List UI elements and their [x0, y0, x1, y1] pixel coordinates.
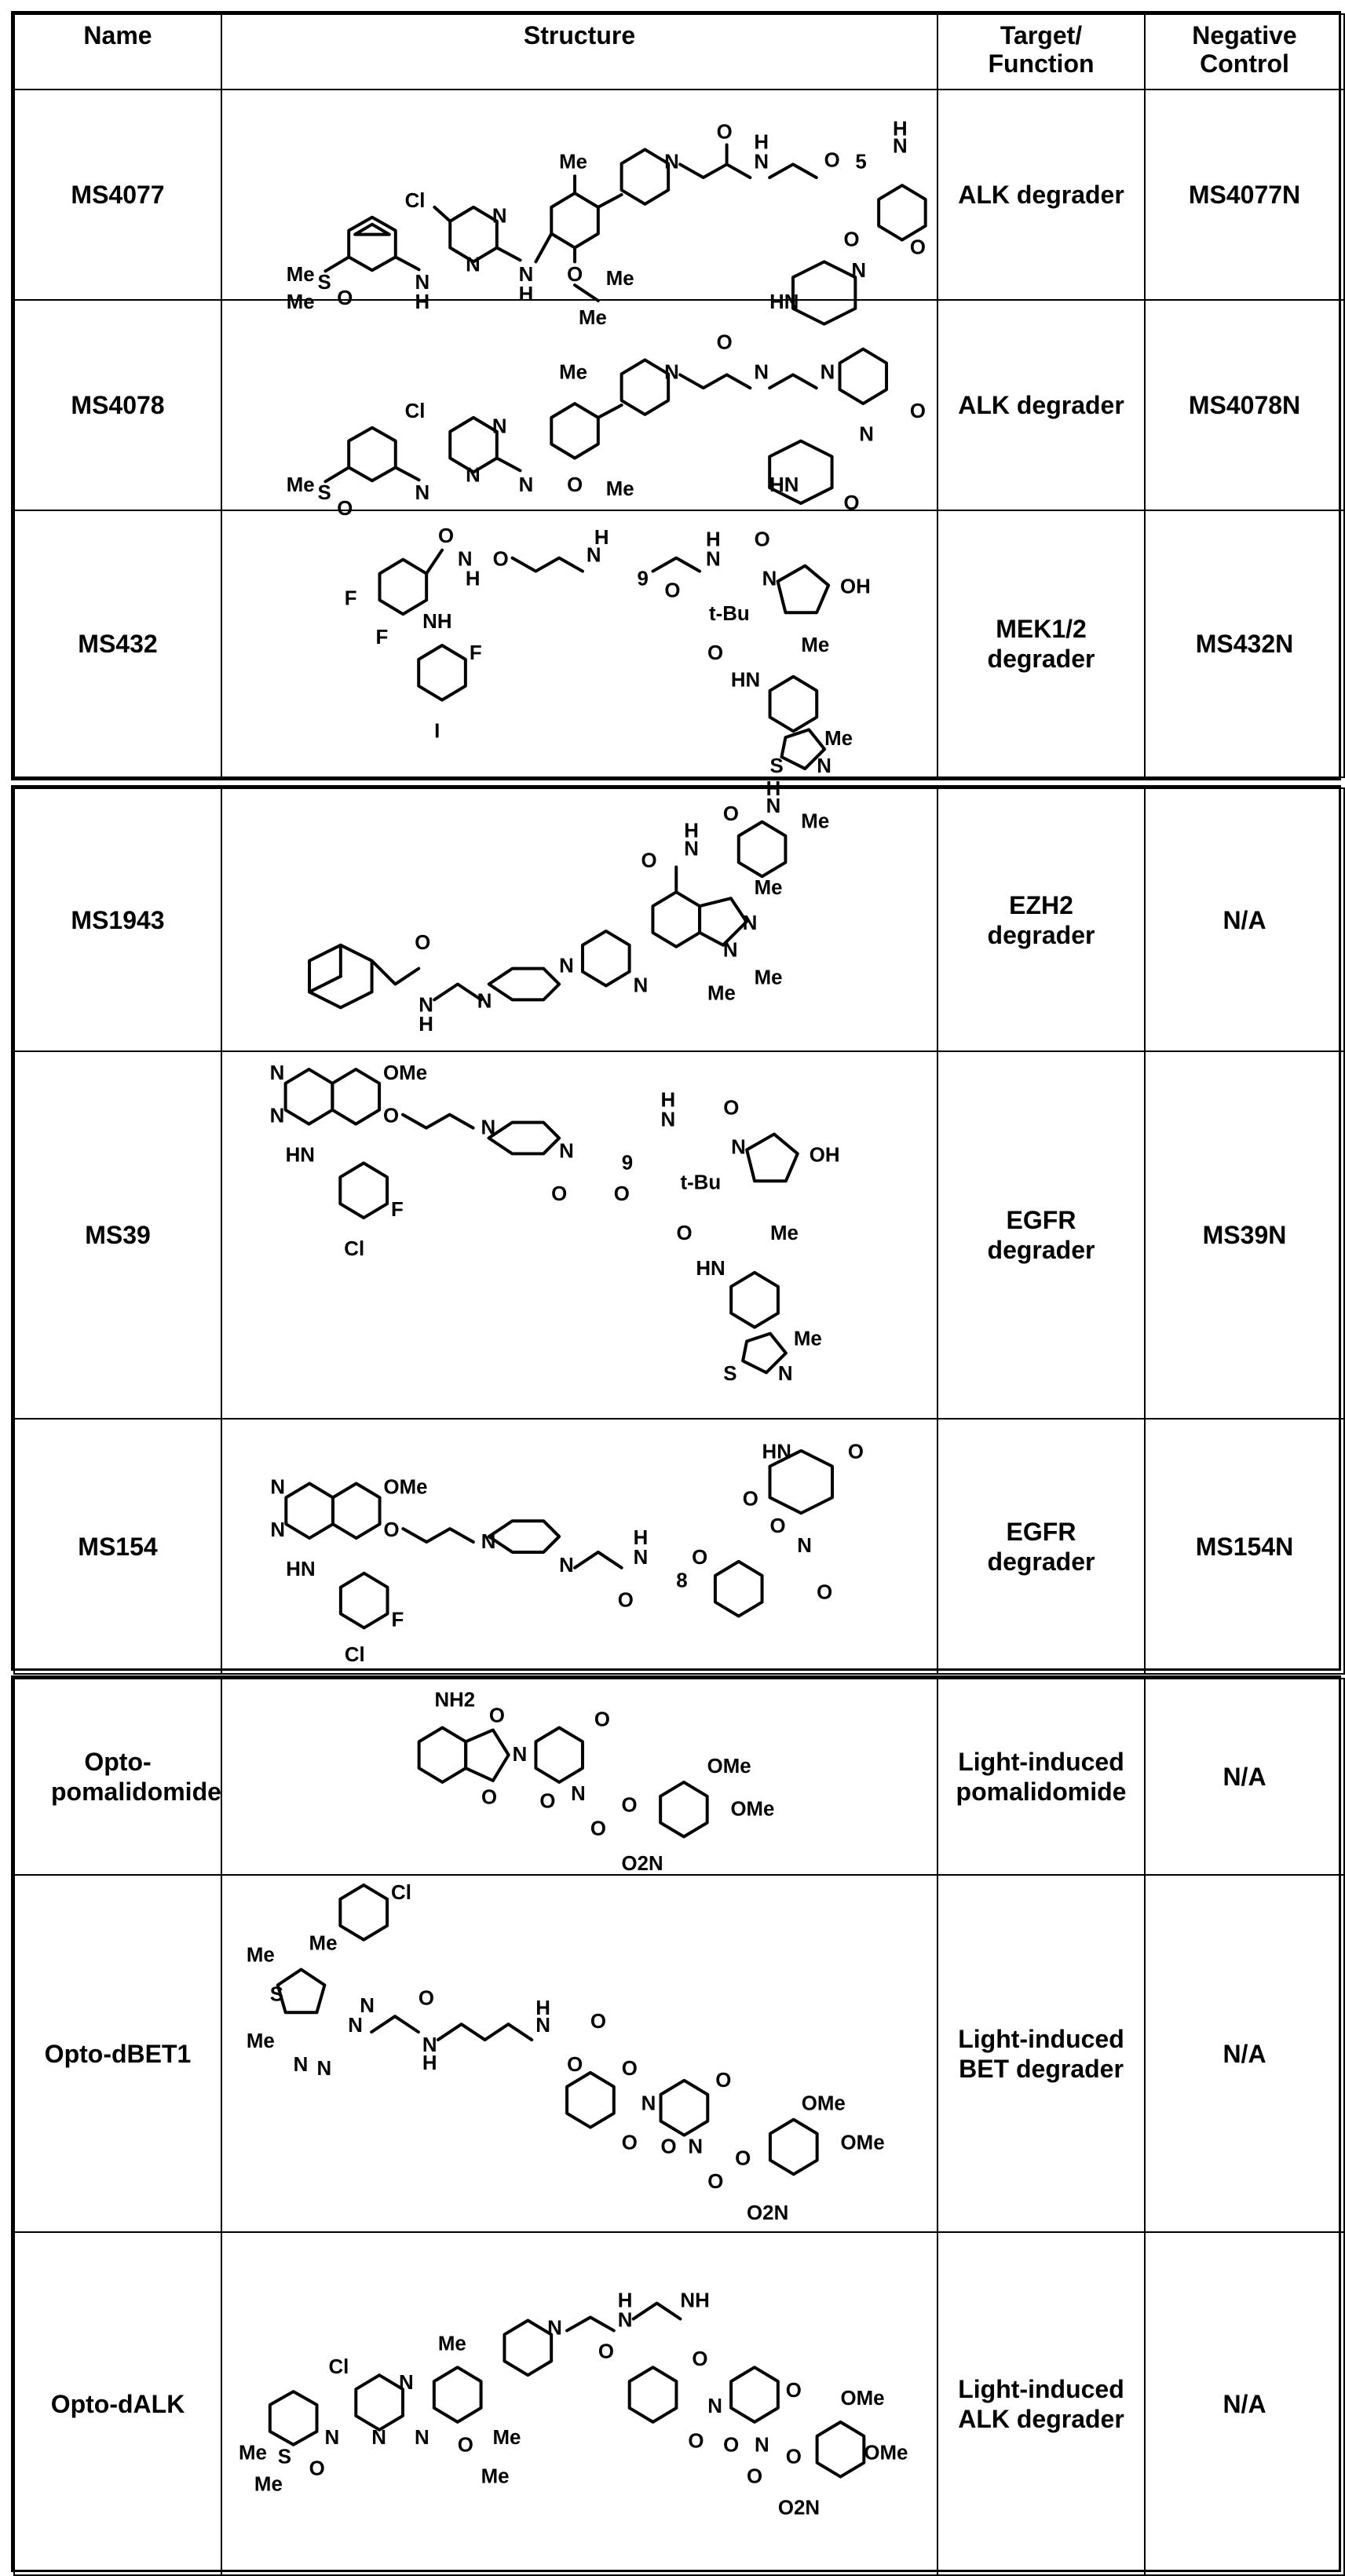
svg-text:N: N: [742, 912, 758, 934]
compound-name: MS154: [14, 1419, 221, 1674]
svg-text:O: O: [567, 264, 583, 287]
svg-text:N: N: [586, 544, 601, 567]
svg-text:Me: Me: [605, 478, 634, 501]
target-function: MEK1/2 degrader: [937, 510, 1145, 777]
svg-text:N: N: [414, 2426, 429, 2449]
structure-cell: [221, 1419, 937, 1674]
svg-text:H: H: [617, 2289, 633, 2312]
svg-text:Cl: Cl: [391, 1881, 411, 1904]
svg-text:Me: Me: [769, 1222, 799, 1244]
table-row: [14, 510, 1344, 777]
svg-text:Me: Me: [707, 982, 736, 1005]
negative-control: N/A: [1145, 1875, 1344, 2232]
compound-name: Opto-dALK: [14, 2232, 221, 2575]
structure-cell: [221, 1679, 937, 1875]
svg-text:Me: Me: [437, 2333, 466, 2355]
svg-text:Me: Me: [824, 728, 853, 751]
svg-text:OMe: OMe: [707, 1756, 751, 1778]
svg-text:O: O: [664, 579, 681, 602]
svg-text:N: N: [415, 272, 430, 294]
svg-text:O: O: [418, 1987, 435, 2010]
svg-text:HN: HN: [730, 669, 761, 692]
svg-text:t-Bu: t-Bu: [680, 1171, 722, 1194]
svg-text:N: N: [617, 2309, 633, 2332]
svg-text:N: N: [559, 1140, 574, 1163]
svg-text:N: N: [633, 974, 649, 997]
svg-text:N: N: [399, 2372, 414, 2395]
svg-text:O: O: [723, 2434, 740, 2457]
negative-control: N/A: [1145, 788, 1344, 1051]
svg-text:N: N: [859, 423, 874, 446]
svg-text:Me: Me: [559, 151, 588, 174]
negative-control: N/A: [1145, 1679, 1344, 1875]
structure-ms432: [222, 511, 937, 776]
svg-text:H: H: [754, 131, 769, 154]
svg-text:Me: Me: [559, 361, 588, 384]
svg-text:N: N: [571, 1782, 586, 1805]
structure-cell: [221, 1051, 937, 1419]
svg-text:H: H: [684, 820, 699, 842]
svg-text:N: N: [270, 1476, 286, 1499]
svg-text:N: N: [660, 1109, 676, 1131]
svg-text:O: O: [337, 497, 353, 520]
svg-text:Me: Me: [492, 2426, 521, 2449]
svg-text:N: N: [348, 2015, 363, 2037]
negative-control: MS154N: [1145, 1419, 1344, 1674]
target-function: Light-induced pomalidomide: [937, 1679, 1145, 1875]
svg-text:O: O: [742, 1488, 758, 1511]
header-structure: Structure: [221, 14, 937, 90]
table-row: [14, 788, 1344, 1051]
structure-ms4077: [222, 90, 937, 329]
structure-cell: [221, 300, 937, 520]
compound-name: Opto-dBET1: [14, 1875, 221, 2232]
svg-text:Me: Me: [286, 290, 315, 313]
svg-text:N: N: [518, 474, 534, 497]
svg-text:O: O: [621, 2057, 638, 2080]
svg-text:N: N: [797, 1534, 812, 1557]
svg-text:Me: Me: [246, 2030, 275, 2053]
svg-text:NH: NH: [422, 611, 452, 634]
svg-text:O: O: [692, 2348, 708, 2371]
svg-text:O: O: [843, 228, 860, 251]
svg-text:OH: OH: [840, 575, 871, 598]
compound-name: MS1943: [14, 788, 221, 1051]
svg-text:Cl: Cl: [344, 1237, 365, 1260]
svg-text:H: H: [660, 1089, 676, 1112]
svg-text:O: O: [621, 2132, 638, 2154]
table-row: [14, 1875, 1344, 2232]
svg-text:N: N: [684, 838, 699, 860]
svg-text:S: S: [769, 755, 784, 778]
svg-text:Cl: Cl: [404, 189, 426, 212]
table-row: [14, 90, 1344, 300]
svg-text:Cl: Cl: [404, 400, 426, 422]
svg-text:O: O: [309, 2457, 325, 2480]
svg-text:O: O: [488, 1705, 505, 1727]
svg-text:N: N: [316, 2057, 332, 2080]
svg-text:O2N: O2N: [777, 2497, 821, 2519]
svg-text:N: N: [762, 568, 777, 590]
structure-ms39: [222, 1052, 937, 1418]
svg-text:N: N: [481, 1530, 496, 1553]
svg-text:N: N: [481, 1116, 496, 1139]
table-row: [14, 1419, 1344, 1674]
svg-text:O: O: [909, 236, 926, 259]
svg-text:N: N: [293, 2053, 309, 2076]
svg-text:O: O: [716, 331, 733, 354]
svg-text:F: F: [391, 1199, 404, 1222]
svg-text:Me: Me: [754, 966, 783, 989]
svg-text:O: O: [551, 1183, 568, 1206]
svg-text:N: N: [371, 2426, 386, 2449]
svg-text:OMe: OMe: [730, 1798, 775, 1821]
svg-text:F: F: [391, 1609, 404, 1631]
svg-text:NH: NH: [680, 2289, 710, 2312]
svg-text:N: N: [688, 2136, 704, 2158]
svg-text:H: H: [535, 1997, 550, 2020]
target-function: EGFR degrader: [937, 1051, 1145, 1419]
table-row: [14, 1679, 1344, 1875]
svg-text:O: O: [688, 2430, 704, 2453]
svg-text:N: N: [766, 795, 781, 817]
svg-text:OMe: OMe: [383, 1476, 428, 1499]
table-group-2: [11, 777, 1341, 1671]
svg-text:F: F: [375, 627, 389, 649]
structure-opto-dbet1: [222, 1876, 937, 2231]
svg-text:N: N: [477, 990, 492, 1013]
svg-text:OMe: OMe: [840, 2132, 885, 2154]
svg-text:O: O: [613, 1183, 630, 1206]
svg-text:N: N: [731, 1136, 746, 1159]
svg-text:O: O: [715, 2069, 732, 2092]
svg-text:Me: Me: [801, 810, 830, 833]
svg-text:OMe: OMe: [840, 2387, 885, 2410]
svg-text:N: N: [269, 1105, 285, 1127]
svg-text:Me: Me: [754, 877, 783, 900]
svg-text:Me: Me: [793, 1328, 822, 1350]
svg-text:N: N: [512, 1744, 528, 1767]
structure-opto-pomalidomide: [222, 1679, 937, 1874]
svg-text:Me: Me: [579, 306, 607, 329]
svg-text:Me: Me: [801, 634, 830, 656]
svg-text:O2N: O2N: [747, 2202, 789, 2225]
svg-text:S: S: [317, 482, 331, 505]
svg-text:H: H: [766, 777, 781, 800]
structure-ms4078: [222, 301, 937, 520]
svg-text:O: O: [383, 1105, 400, 1127]
svg-text:F: F: [344, 587, 357, 610]
target-function: ALK degrader: [937, 90, 1145, 300]
svg-text:H: H: [706, 528, 721, 551]
svg-text:O: O: [735, 2147, 751, 2170]
svg-text:N: N: [492, 415, 507, 438]
structure-ms154: [222, 1420, 937, 1673]
svg-text:N: N: [817, 755, 831, 778]
svg-text:Me: Me: [286, 474, 315, 497]
svg-text:N: N: [664, 151, 679, 174]
svg-text:Me: Me: [254, 2473, 283, 2496]
svg-text:N: N: [820, 361, 835, 384]
table-row: [14, 300, 1344, 510]
svg-text:O: O: [539, 1790, 556, 1813]
svg-text:O: O: [617, 1589, 634, 1612]
svg-text:N: N: [547, 2317, 562, 2340]
svg-text:O: O: [692, 1546, 708, 1569]
svg-text:HN: HN: [769, 290, 799, 313]
svg-text:N: N: [492, 205, 507, 228]
target-function: Light-induced ALK degrader: [937, 2232, 1145, 2575]
svg-text:H: H: [422, 2052, 437, 2074]
target-function: ALK degrader: [937, 300, 1145, 510]
svg-text:O: O: [567, 2053, 583, 2076]
table-row: [14, 1051, 1344, 1419]
compound-name: MS4077: [14, 90, 221, 300]
svg-text:O: O: [621, 1794, 638, 1817]
svg-text:O: O: [754, 528, 770, 551]
svg-text:H: H: [418, 1014, 433, 1036]
svg-text:O: O: [716, 121, 733, 144]
svg-text:N: N: [893, 135, 908, 158]
svg-text:N: N: [518, 264, 534, 287]
structure-cell: [221, 2232, 937, 2575]
header-target: Target/ Function: [937, 14, 1145, 90]
table-row: [14, 2232, 1344, 2575]
svg-text:O: O: [723, 1097, 740, 1120]
svg-text:N: N: [664, 361, 679, 384]
svg-text:Me: Me: [246, 1944, 275, 1967]
compound-name: MS432: [14, 510, 221, 777]
svg-text:O: O: [590, 2011, 607, 2033]
negative-control: MS432N: [1145, 510, 1344, 777]
svg-text:S: S: [269, 1983, 284, 2006]
svg-text:O: O: [594, 1708, 610, 1731]
negative-control: MS4077N: [1145, 90, 1344, 300]
svg-text:N: N: [754, 2434, 769, 2457]
svg-text:O: O: [847, 1441, 864, 1463]
table-group-1: [11, 11, 1341, 780]
svg-text:Me: Me: [309, 1932, 338, 1955]
svg-text:N: N: [559, 1554, 574, 1577]
svg-text:O: O: [641, 850, 657, 872]
svg-text:N: N: [633, 1546, 649, 1569]
svg-text:N: N: [422, 2034, 437, 2057]
svg-text:O: O: [824, 149, 840, 172]
negative-control: N/A: [1145, 2232, 1344, 2575]
svg-text:N: N: [851, 260, 867, 283]
svg-text:H: H: [893, 118, 908, 141]
svg-text:O: O: [438, 524, 455, 547]
svg-text:O: O: [747, 2465, 763, 2488]
svg-text:O: O: [707, 641, 724, 664]
svg-text:Me: Me: [286, 264, 315, 287]
svg-text:O: O: [785, 2446, 802, 2468]
structure-cell: [221, 777, 937, 1051]
svg-text:N: N: [269, 1061, 285, 1084]
svg-text:N: N: [707, 2395, 722, 2417]
svg-text:N: N: [754, 361, 769, 384]
svg-text:O: O: [337, 287, 353, 309]
svg-text:O: O: [660, 2136, 677, 2158]
svg-text:HN: HN: [769, 474, 799, 497]
svg-text:N: N: [457, 548, 473, 571]
svg-text:O: O: [457, 2434, 473, 2457]
svg-text:Me: Me: [605, 268, 634, 290]
svg-text:O: O: [785, 2380, 802, 2402]
svg-text:5: 5: [855, 151, 867, 174]
svg-text:8: 8: [676, 1569, 688, 1592]
svg-text:OMe: OMe: [383, 1061, 428, 1084]
svg-text:S: S: [723, 1363, 737, 1386]
svg-text:O: O: [909, 400, 926, 422]
svg-text:9: 9: [621, 1152, 634, 1175]
target-function: EZH2 degrader: [937, 788, 1145, 1051]
svg-text:t-Bu: t-Bu: [709, 603, 750, 626]
svg-text:O: O: [415, 931, 431, 954]
svg-text:N: N: [641, 2092, 656, 2115]
svg-text:O: O: [843, 492, 860, 514]
svg-text:NH2: NH2: [434, 1689, 476, 1712]
svg-text:O: O: [722, 802, 739, 825]
structure-ms1943: [222, 777, 937, 1050]
header-negative-control: Negative Control: [1145, 14, 1344, 90]
svg-text:S: S: [317, 272, 331, 294]
svg-text:N: N: [559, 955, 574, 977]
svg-text:Cl: Cl: [328, 2356, 349, 2379]
svg-text:O2N: O2N: [621, 1853, 663, 1876]
svg-text:HN: HN: [762, 1441, 791, 1463]
svg-text:H: H: [518, 283, 534, 305]
svg-text:I: I: [434, 720, 440, 743]
svg-text:Me: Me: [481, 2465, 510, 2488]
svg-text:N: N: [360, 1995, 375, 2018]
structure-cell: [221, 1875, 937, 2232]
svg-text:N: N: [722, 939, 738, 962]
svg-text:F: F: [469, 641, 482, 664]
svg-text:N: N: [324, 2426, 340, 2449]
negative-control: MS4078N: [1145, 300, 1344, 510]
svg-text:O: O: [492, 548, 509, 571]
svg-text:N: N: [706, 548, 721, 571]
svg-text:N: N: [466, 254, 481, 276]
table-group-3: [11, 1675, 1341, 2572]
structure-cell: [221, 510, 937, 777]
svg-text:H: H: [594, 526, 609, 549]
svg-text:O: O: [567, 474, 583, 497]
svg-text:HN: HN: [285, 1144, 315, 1167]
svg-text:O: O: [481, 1786, 498, 1809]
svg-text:O: O: [383, 1519, 400, 1542]
svg-text:HN: HN: [286, 1558, 316, 1580]
svg-text:Me: Me: [238, 2442, 267, 2465]
target-function: EGFR degrader: [937, 1419, 1145, 1674]
svg-text:O: O: [590, 1818, 606, 1840]
svg-text:O: O: [707, 2171, 724, 2194]
compound-name: Opto-pomalidomide: [14, 1679, 221, 1875]
svg-text:H: H: [465, 568, 481, 590]
header-name: Name: [14, 14, 221, 90]
svg-text:N: N: [754, 151, 769, 174]
structure-cell: [221, 90, 937, 329]
svg-text:N: N: [466, 464, 481, 487]
svg-text:N: N: [415, 482, 430, 505]
structure-opto-dalk: [222, 2233, 937, 2574]
compound-name: MS4078: [14, 300, 221, 510]
svg-text:O: O: [817, 1581, 833, 1604]
svg-text:OH: OH: [809, 1144, 840, 1167]
svg-text:O: O: [769, 1515, 786, 1538]
svg-text:N: N: [535, 2015, 550, 2037]
negative-control: MS39N: [1145, 1051, 1344, 1419]
svg-text:OMe: OMe: [864, 2442, 908, 2465]
svg-text:N: N: [777, 1363, 793, 1386]
svg-text:Cl: Cl: [344, 1644, 365, 1667]
svg-text:9: 9: [637, 568, 649, 590]
target-function: Light-induced BET degrader: [937, 1875, 1145, 2232]
svg-text:O: O: [598, 2340, 615, 2363]
svg-text:H: H: [633, 1527, 649, 1550]
svg-text:H: H: [415, 290, 430, 313]
svg-text:OMe: OMe: [801, 2092, 846, 2115]
svg-text:N: N: [270, 1519, 286, 1542]
svg-text:N: N: [418, 994, 433, 1017]
compound-name: MS39: [14, 1051, 221, 1419]
svg-text:HN: HN: [696, 1257, 725, 1280]
svg-text:O: O: [676, 1222, 693, 1244]
svg-text:S: S: [277, 2446, 292, 2468]
